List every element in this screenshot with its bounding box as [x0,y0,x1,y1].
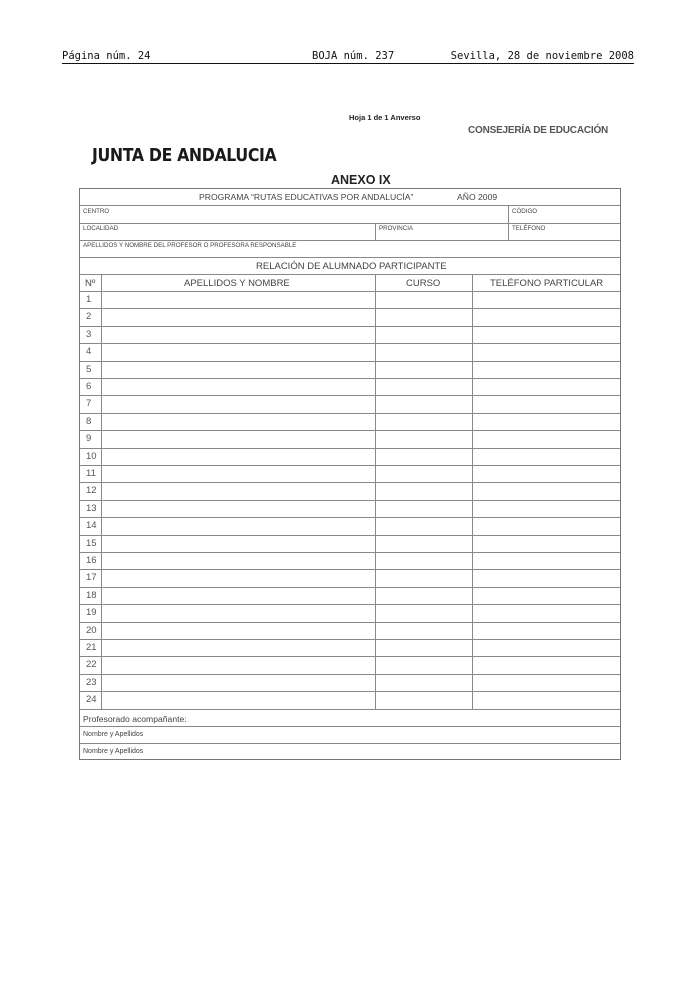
row-number: 13 [86,502,97,514]
table-row-divider [80,430,620,431]
codigo-label: CÓDIGO [512,208,538,215]
row-number: 10 [86,450,97,462]
row-number: 16 [86,555,97,566]
row-number: 24 [86,694,97,706]
table-row-divider [80,448,620,449]
row-number: 8 [86,415,92,427]
place-date: Sevilla, 28 de noviembre 2008 [450,50,634,62]
table-row-divider [80,308,620,309]
page-header [62,50,634,64]
row-number: 11 [86,468,96,479]
form-divider [375,223,376,240]
form-divider [80,223,620,224]
table-row-divider [80,535,620,536]
table-column-divider [375,274,376,709]
program-title: PROGRAMA “RUTAS EDUCATIVAS POR ANDALUCÍA” [199,192,414,202]
form-divider [80,205,620,206]
table-row-divider [80,361,620,362]
header-rule [62,63,634,64]
form-divider [80,726,620,727]
accompanying-name-1: Nombre y Apellidos [83,731,144,738]
row-number: 23 [86,676,97,688]
table-row-divider [80,552,620,553]
table-column-divider [101,274,102,709]
form-divider [80,257,620,258]
form-divider [80,274,620,275]
page-number: Página núm. 24 [62,50,151,62]
row-number: 15 [86,537,97,549]
form-divider [80,240,620,241]
teacher-label: APELLIDOS Y NOMBRE DEL PROFESOR O PROFESORA RESPONSABLE [83,242,297,249]
column-header-course: CURSO [406,278,441,289]
centro-label: CENTRO [83,208,110,215]
column-header-phone: TELÉFONO PARTICULAR [490,278,604,289]
participant-form [79,188,621,760]
form-divider [508,205,509,223]
column-header-name: APELLIDOS Y NOMBRE [184,278,290,289]
table-row-divider [80,587,620,588]
table-row-divider [80,378,620,379]
row-number: 19 [86,607,97,619]
table-row-divider [80,674,620,675]
accompanying-label: Profesorado acompañante: [83,714,187,724]
row-number: 2 [86,311,92,323]
table-column-divider [472,274,473,709]
row-number: 17 [86,572,97,584]
row-number: 5 [86,363,92,375]
table-row-divider [80,517,620,518]
table-row-divider [80,343,620,344]
accompanying-name-2: Nombre y Apellidos [83,748,144,755]
row-number: 21 [86,642,97,653]
program-year: AÑO 2009 [457,192,498,202]
table-row-divider [80,691,620,692]
table-row-divider [80,604,620,605]
row-number: 7 [86,398,92,410]
table-row-divider [80,465,620,466]
table-row-divider [80,569,620,570]
localidad-label: LOCALIDAD [83,225,119,232]
provincia-label: PROVINCIA [379,225,414,232]
row-number: 18 [86,589,97,601]
table-row-divider [80,482,620,483]
table-row-divider [80,500,620,501]
table-row-divider [80,709,620,710]
column-header-number: Nº [85,278,96,289]
table-row-divider [80,326,620,327]
annex-title: ANEXO IX [331,173,391,187]
student-list-title: RELACIÓN DE ALUMNADO PARTICIPANTE [256,261,447,272]
table-row-divider [80,413,620,414]
table-row-divider [80,395,620,396]
table-row-divider [80,639,620,640]
row-number: 3 [86,328,92,340]
table-row-divider [80,656,620,657]
telefono-label: TELÉFONO [512,225,546,232]
row-number: 1 [86,294,92,305]
row-number: 12 [86,485,97,497]
bulletin-number: BOJA núm. 237 [312,50,395,62]
department-name: CONSEJERÍA DE EDUCACIÓN [468,125,609,136]
sheet-label: Hoja 1 de 1 Anverso [349,113,421,122]
row-number: 4 [86,346,92,358]
form-divider [508,223,509,240]
institution-logo-text: JUNTA DE ANDALUCIA [92,146,277,166]
row-number: 20 [86,624,97,636]
row-number: 9 [86,433,92,445]
table-row-divider [80,291,620,292]
row-number: 6 [86,381,92,392]
row-number: 22 [86,659,97,671]
row-number: 14 [86,520,97,532]
form-divider [80,743,620,744]
table-row-divider [80,622,620,623]
